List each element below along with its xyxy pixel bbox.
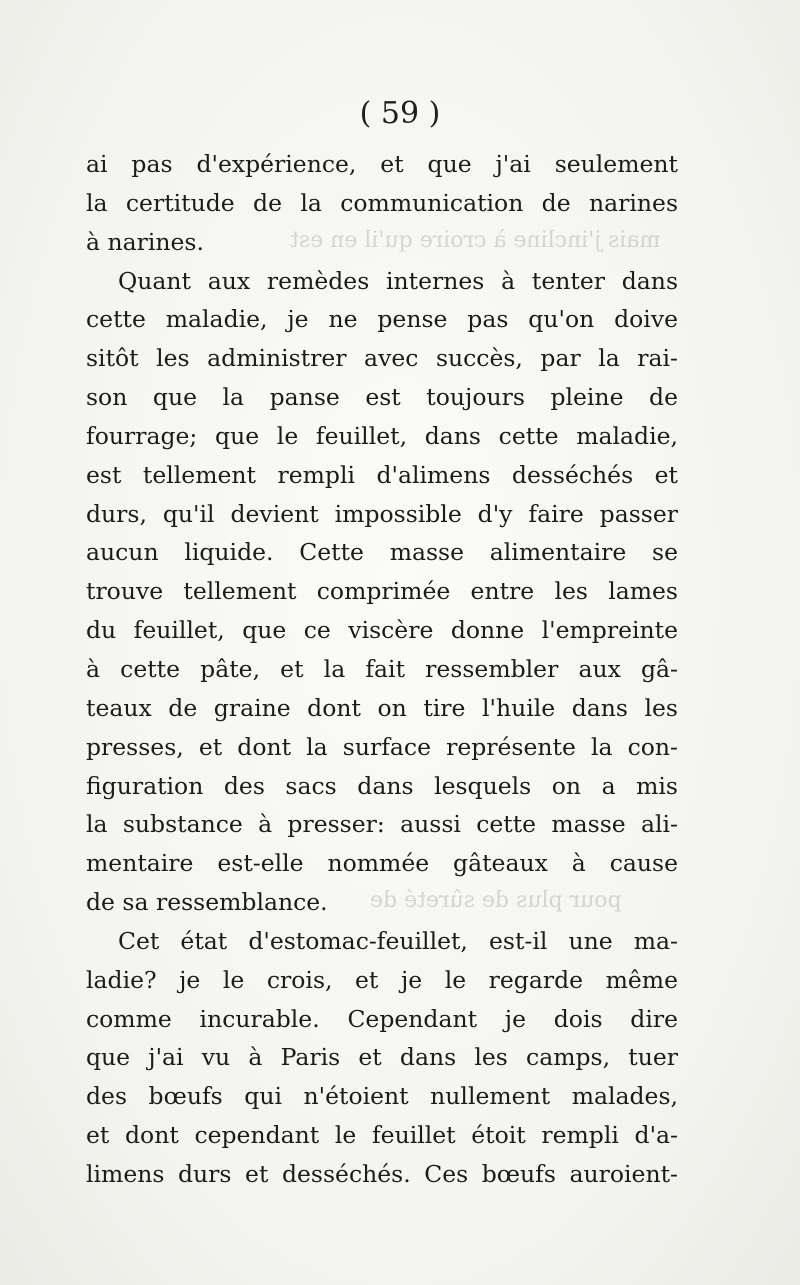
- text-line: durs, qu'il devient impossible d'y faire passer: [86, 499, 678, 528]
- paragraph-start-line: Cet état d'estomac-feuillet, est-il une ma-: [118, 926, 678, 955]
- text-line: ladie? je le crois, et je le regarde même: [86, 965, 678, 994]
- text-line: mentaire est-elle nommée gâteaux à cause: [86, 849, 678, 878]
- text-line: à narines.: [86, 227, 204, 256]
- text-line: teaux de graine dont on tire l'huile dans les: [86, 693, 678, 722]
- text-line: cette maladie, je ne pense pas qu'on doive: [86, 305, 678, 334]
- text-line: du feuillet, que ce viscère donne l'empreinte: [86, 616, 678, 645]
- page-number: ( 59 ): [359, 96, 441, 131]
- bleed-through-text: mais j'incline à croire qu'il en est: [290, 228, 661, 253]
- text-line: limens durs et desséchés. Ces bœufs auroient-: [86, 1159, 678, 1188]
- text-line: de sa ressemblance.: [86, 888, 328, 917]
- text-line: trouve tellement comprimée entre les lames: [86, 577, 678, 606]
- text-line: à cette pâte, et la fait ressembler aux gâ-: [86, 654, 678, 683]
- text-line: figuration des sacs dans lesquels on a mis: [86, 771, 678, 800]
- text-line: et dont cependant le feuillet étoit rempli d'a-: [86, 1121, 678, 1150]
- text-line: son que la panse est toujours pleine de: [86, 383, 678, 412]
- text-line: est tellement rempli d'alimens desséchés et: [86, 460, 678, 489]
- text-line: la substance à presser: aussi cette masse ali-: [86, 810, 678, 839]
- paragraph-start-line: Quant aux remèdes internes à tenter dans: [118, 266, 678, 295]
- text-line: sitôt les administrer avec succès, par la rai-: [86, 344, 678, 373]
- text-line: ai pas d'expérience, et que j'ai seulement: [86, 150, 678, 178]
- text-line: fourrage; que le feuillet, dans cette maladie,: [86, 421, 678, 450]
- text-line: la certitude de la communication de narines: [86, 188, 678, 217]
- text-line: que j'ai vu à Paris et dans les camps, tuer: [86, 1043, 678, 1072]
- text-line: des bœufs qui n'étoient nullement malades,: [86, 1082, 678, 1111]
- text-line: comme incurable. Cependant je dois dire: [86, 1004, 678, 1033]
- text-line: aucun liquide. Cette masse alimentaire se: [86, 538, 678, 567]
- text-line: presses, et dont la surface représente la con-: [86, 732, 678, 761]
- bleed-through-text: pour plus de sûreté de: [370, 888, 622, 913]
- body-text: [86, 145, 678, 1194]
